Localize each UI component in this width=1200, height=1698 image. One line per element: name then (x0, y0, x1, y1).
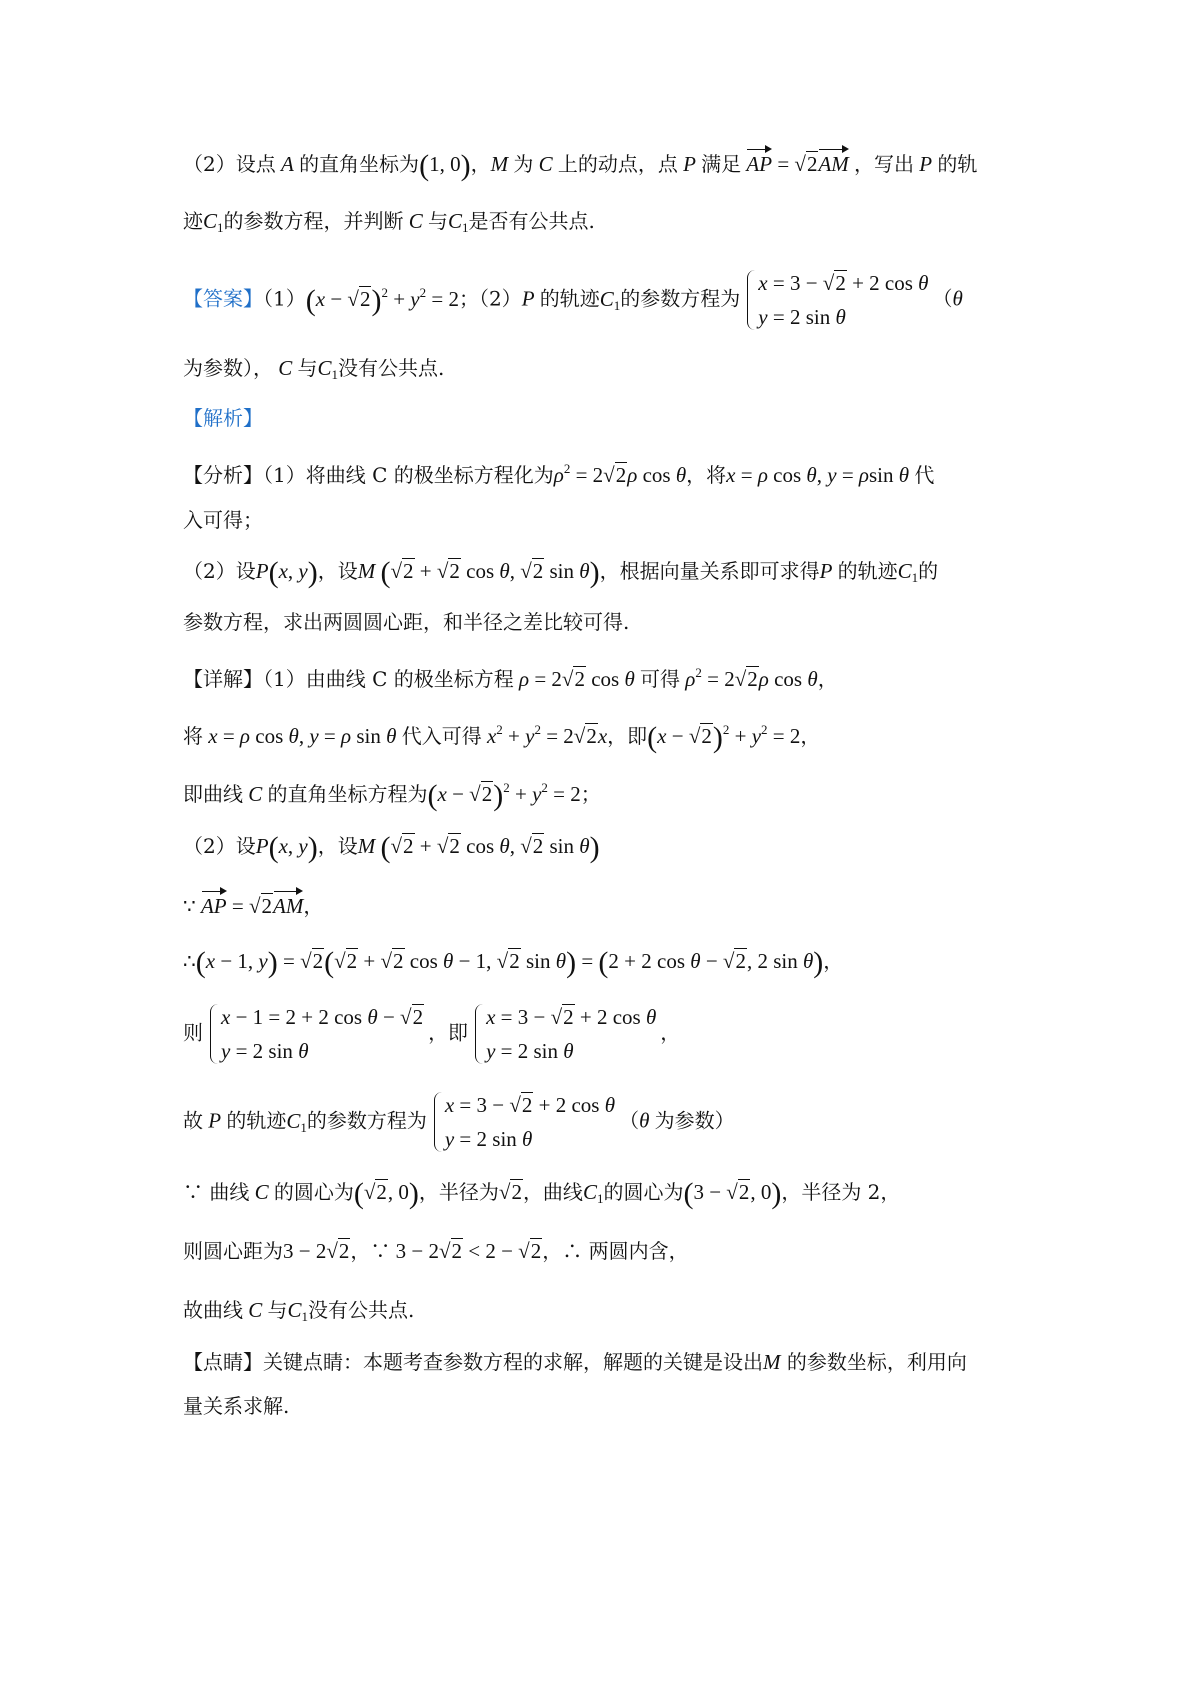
fenxi-line-1: 【分析】（1）将曲线 C 的极坐标方程化为$\rho^2 = 2√2\rho$ cos θ，将x = ρ cos θ, y = ρsin θ 代 (183, 461, 935, 487)
dianjing-line-2: 量关系求解. (183, 1394, 290, 1418)
system-1: x − 1 = 2 + 2 cos θ − √2 y = 2 sin θ (207, 1000, 424, 1068)
xiangjie-line-8: 故 P 的轨迹$C_1$的参数方程为 x = 3 − √2 + 2 cos θ y = 2 sin θ （θ 为参数） (183, 1088, 1043, 1156)
analysis-tag: 【解析】 (183, 406, 263, 430)
dianjing-line-1: 【点睛】关键点睛：本题考查参数方程的求解，解题的关键是设出M 的参数坐标，利用向 (183, 1350, 967, 1374)
xiangjie-line-1: 【详解】（1）由曲线 C 的极坐标方程 ρ = 2√2 cos θ 可得 $\rho^2 = 2√2\rho$ cos θ， (183, 665, 838, 691)
xiangjie-line-2: 将 x = ρ cos θ, y = ρ sin θ 代入可得 $x^2 + y^2 = 2√2x$，即$(x - √2)^2 + y^2 = 2$， (183, 721, 821, 754)
xiangjie-line-5: ∵ AP = √2AM， (183, 890, 1043, 922)
xiangjie-line-10: 则圆心距为3 − 2√2，∵ 3 − 2√2 < 2 − √2，∴ 两圆内含， (183, 1239, 689, 1263)
answer-parametric-system: x = 3 − √2 + 2 cos θ y = 2 sin θ (744, 266, 928, 334)
xiangjie-line-9: ∵ 曲线 C 的圆心为(√2, 0)，半径为√2，曲线$C_1$的圆心为(3 − √2, 0)，半径为 2， (183, 1177, 901, 1210)
fenxi-line-4: 参数方程，求出两圆圆心距，和半径之差比较可得. (183, 610, 630, 634)
system-2: x = 3 − √2 + 2 cos θ y = 2 sin θ (472, 1000, 656, 1068)
answer-tag: 【答案】 (183, 286, 263, 311)
xiangjie-line-4: （2）设P(x, y)，设M (√2 + √2 cos θ, √2 sin θ) (183, 831, 600, 864)
xiangjie-line-6: ∴(x − 1, y) = √2(√2 + √2 cos θ − 1, √2 sin θ) = (2 + 2 cos θ − √2, 2 sin θ)， (183, 946, 844, 979)
fenxi-line-2: 入可得； (183, 508, 263, 532)
answer-line-2: 为参数）， C 与$C_1$没有公共点. (183, 356, 445, 382)
xiangjie-line-3: 即曲线 C 的直角坐标方程为$(x - √2)^2 + y^2 = 2$； (183, 779, 601, 812)
fenxi-line-3: （2）设P(x, y)，设M (√2 + √2 cos θ, √2 sin θ)，根据向量关系即可求得P 的轨迹$C_1$的 (183, 556, 939, 589)
xiangjie-line-7: 则 x − 1 = 2 + 2 cos θ − √2 y = 2 sin θ ，即 x = 3 − √2 + 2 cos θ y = 2 sin θ ， (183, 1000, 1043, 1068)
system-3: x = 3 − √2 + 2 cos θ y = 2 sin θ (431, 1088, 615, 1156)
question-2-line-1: （2）设点 A 的直角坐标为(1, 0)，M 为 C 上的动点，点 P 满足 AP = √2AM ，写出 P 的轨 (183, 149, 978, 182)
question-2-line-2: 迹$C_1$的参数方程，并判断 C 与$C_1$是否有公共点. (183, 209, 595, 235)
xiangjie-line-11: 故曲线 C 与$C_1$没有公共点. (183, 1298, 415, 1324)
answer-line: 【答案】$(1)(x - √2)^2 + y^2 = 2$；（2）P 的轨迹$C_1$的参数方程为 x = 3 − √2 + 2 cos θ y = 2 sin θ （θ (183, 266, 1043, 334)
